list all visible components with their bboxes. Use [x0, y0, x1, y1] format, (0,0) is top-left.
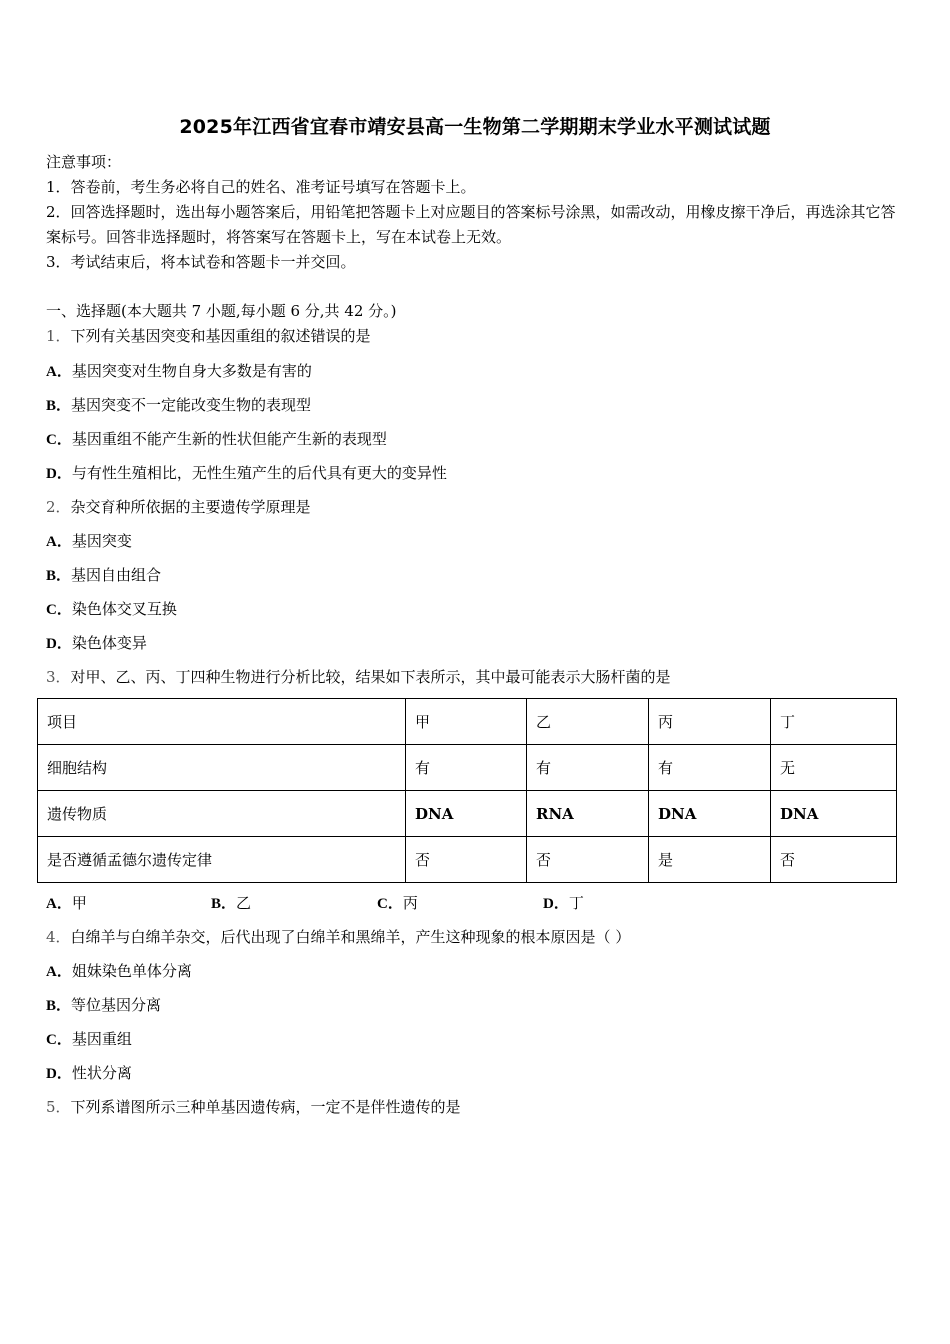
option-text: 性状分离: [71, 1064, 132, 1082]
option-text: 染色体变异: [71, 634, 147, 652]
option-text: 等位基因分离: [71, 996, 162, 1014]
option-letter: A．: [46, 534, 72, 550]
table-cell: 无: [771, 745, 897, 791]
q4-option-d[interactable]: [46, 1061, 132, 1086]
q1-option-c[interactable]: [46, 427, 387, 452]
option-text: 丁: [568, 894, 584, 912]
table-cell: 是: [649, 837, 771, 883]
table-cell: DNA: [771, 791, 897, 837]
question-3: [46, 665, 671, 689]
option-letter: B．: [46, 568, 72, 584]
question-stem: 对甲、乙、丙、丁四种生物进行分析比较，结果如下表所示，其中最可能表示大肠杆菌的是: [70, 668, 671, 686]
q1-option-b[interactable]: [46, 393, 311, 418]
option-text: 姐妹染色单体分离: [71, 962, 192, 980]
question-stem: 杂交育种所依据的主要遗传学原理是: [70, 498, 311, 516]
option-letter: A．: [46, 964, 72, 980]
table-row: [38, 699, 897, 745]
question-stem: 下列系谱图所示三种单基因遗传病，一定不是伴性遗传的是: [70, 1098, 461, 1116]
option-letter: D．: [46, 636, 72, 652]
notice-item: 2．回答选择题时，选出每小题答案后，用铅笔把答题卡上对应题目的答案标号涂黑，如需改动，用橡皮擦干净后，再选涂其它答案标号。回答非选择题时，将答案写在答题卡上，写在本试卷上无效。: [46, 203, 896, 246]
notice-item: 3．考试结束后，将本试卷和答题卡一并交回。: [46, 253, 356, 271]
table-cell: 有: [649, 745, 771, 791]
notice-block: [46, 150, 906, 275]
q2-option-a[interactable]: [46, 529, 132, 554]
option-text: 甲: [71, 894, 87, 912]
option-letter: D．: [46, 1066, 72, 1082]
option-letter: B．: [46, 998, 72, 1014]
table-cell: 有: [527, 745, 649, 791]
option-letter: A．: [46, 896, 72, 912]
table-cell: 乙: [527, 699, 649, 745]
table-cell: 遗传物质: [38, 791, 406, 837]
q3-option-a[interactable]: [46, 891, 87, 916]
option-letter: C．: [46, 602, 72, 618]
table-cell: DNA: [649, 791, 771, 837]
question-5: [46, 1095, 461, 1119]
question-stem: 下列有关基因突变和基因重组的叙述错误的是: [70, 327, 371, 345]
option-letter: A．: [46, 364, 72, 380]
q1-option-d[interactable]: [46, 461, 447, 486]
table-cell: 有: [406, 745, 527, 791]
question-number: 2．: [46, 498, 71, 516]
table-row: [38, 791, 897, 837]
comparison-table: [37, 698, 897, 883]
table-cell: 否: [406, 837, 527, 883]
option-text: 基因突变: [71, 532, 132, 550]
option-text: 基因突变不一定能改变生物的表现型: [71, 396, 312, 414]
q3-option-c[interactable]: [377, 891, 418, 916]
option-text: 基因自由组合: [71, 566, 162, 584]
option-letter: C．: [377, 896, 403, 912]
section-heading: 一、选择题(本大题共 7 小题,每小题 6 分,共 42 分。): [46, 302, 397, 320]
option-letter: C．: [46, 432, 72, 448]
q4-option-b[interactable]: [46, 993, 161, 1018]
option-letter: C．: [46, 1032, 72, 1048]
table-cell: 项目: [38, 699, 406, 745]
option-text: 丙: [402, 894, 418, 912]
option-letter: D．: [543, 896, 569, 912]
q1-option-a[interactable]: [46, 359, 312, 384]
q3-option-b[interactable]: [211, 891, 251, 916]
q4-option-a[interactable]: [46, 959, 192, 984]
question-number: 5．: [46, 1098, 71, 1116]
table-row: [38, 837, 897, 883]
option-text: 基因突变对生物自身大多数是有害的: [71, 362, 312, 380]
option-letter: B．: [211, 896, 237, 912]
option-text: 染色体交叉互换: [71, 600, 177, 618]
option-text: 基因重组: [71, 1030, 132, 1048]
question-4: [46, 925, 630, 949]
question-number: 3．: [46, 668, 71, 686]
table-cell: 是否遵循孟德尔遗传定律: [38, 837, 406, 883]
table-cell: 否: [527, 837, 649, 883]
q2-option-d[interactable]: [46, 631, 147, 656]
question-2: [46, 495, 311, 519]
question-1: [46, 324, 371, 348]
option-letter: B．: [46, 398, 72, 414]
table-cell: 丙: [649, 699, 771, 745]
table-cell: 丁: [771, 699, 897, 745]
table-cell: DNA: [406, 791, 527, 837]
table-cell: 甲: [406, 699, 527, 745]
question-number: 4．: [46, 928, 71, 946]
q4-option-c[interactable]: [46, 1027, 132, 1052]
table-cell: RNA: [527, 791, 649, 837]
question-stem: 白绵羊与白绵羊杂交，后代出现了白绵羊和黑绵羊，产生这种现象的根本原因是（ ）: [70, 928, 631, 946]
option-text: 乙: [236, 894, 252, 912]
option-text: 基因重组不能产生新的性状但能产生新的表现型: [71, 430, 387, 448]
notice-heading: 注意事项：: [46, 153, 122, 171]
table-cell: 否: [771, 837, 897, 883]
option-letter: D．: [46, 466, 72, 482]
option-text: 与有性生殖相比，无性生殖产生的后代具有更大的变异性: [71, 464, 447, 482]
table-cell: 细胞结构: [38, 745, 406, 791]
page-title: 2025年江西省宜春市靖安县高一生物第二学期期末学业水平测试试题: [179, 116, 771, 138]
q3-option-d[interactable]: [543, 891, 584, 916]
table-row: [38, 745, 897, 791]
q2-option-b[interactable]: [46, 563, 161, 588]
notice-item: 1．答卷前，考生务必将自己的姓名、准考证号填写在答题卡上。: [46, 178, 476, 196]
q2-option-c[interactable]: [46, 597, 177, 622]
question-number: 1．: [46, 327, 71, 345]
